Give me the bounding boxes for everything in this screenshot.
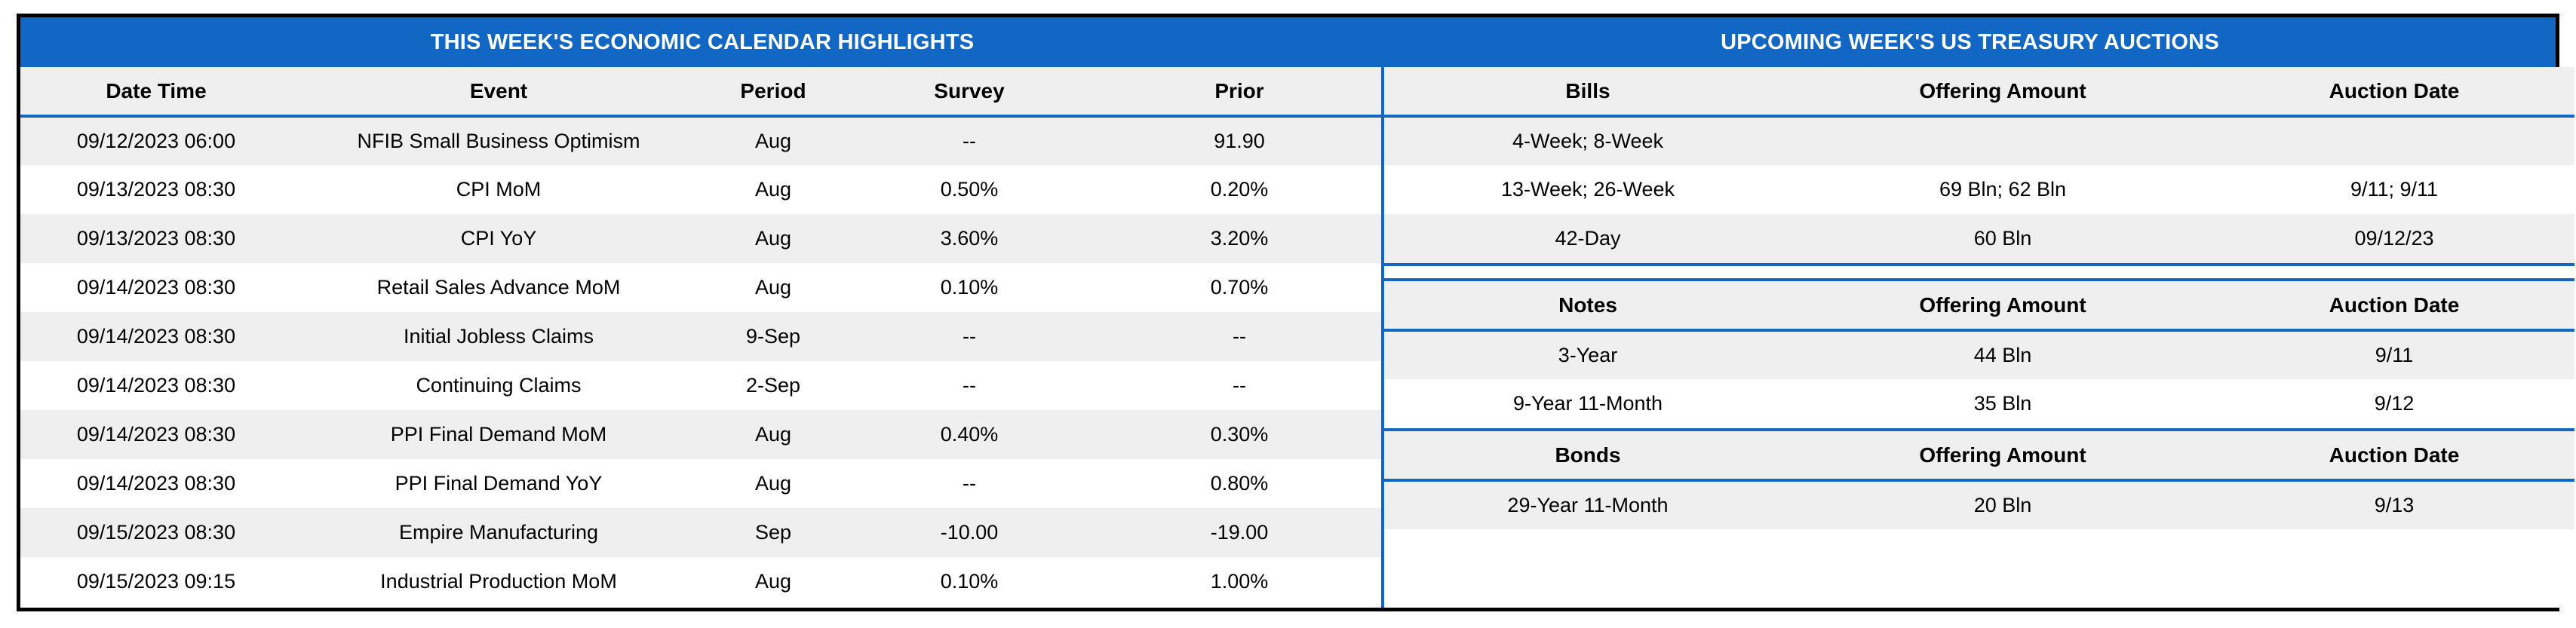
cell-event: CPI MoM (292, 165, 705, 214)
cell-date-time: 09/14/2023 08:30 (20, 410, 292, 459)
table-row (20, 165, 1381, 214)
cell-prior: -19.00 (1098, 508, 1381, 557)
cell-period: Aug (705, 214, 841, 263)
cell-prior: 91.90 (1098, 116, 1381, 165)
cell-date-time: 09/15/2023 09:15 (20, 557, 292, 606)
cell-prior: -- (1098, 312, 1381, 361)
bonds-block (1384, 431, 2574, 529)
cell-date-time: 09/14/2023 08:30 (20, 361, 292, 410)
cell-survey: -- (841, 312, 1098, 361)
cell-event: Continuing Claims (292, 361, 705, 410)
notes-table (1384, 281, 2574, 428)
column-header-date-time: Date Time (20, 67, 292, 116)
cell-event: PPI Final Demand YoY (292, 459, 705, 508)
bills-table (1384, 67, 2574, 263)
cell-period: 2-Sep (705, 361, 841, 410)
calendar-filler (20, 606, 1381, 608)
cell-prior: 0.20% (1098, 165, 1381, 214)
cell-date-time: 09/15/2023 08:30 (20, 508, 292, 557)
cell-period: Aug (705, 116, 841, 165)
table-row (20, 508, 1381, 557)
cell-offering-amount: 35 Bln (1792, 379, 2214, 428)
table-row (20, 459, 1381, 508)
cell-event: PPI Final Demand MoM (292, 410, 705, 459)
cell-prior: 0.70% (1098, 263, 1381, 312)
report-frame (17, 14, 2559, 611)
column-header-offering-amount: Offering Amount (1792, 431, 2214, 480)
table-row (20, 116, 1381, 165)
cell-event: Empire Manufacturing (292, 508, 705, 557)
cell-date-time: 09/14/2023 08:30 (20, 312, 292, 361)
cell-survey: 0.10% (841, 557, 1098, 606)
cell-period: Aug (705, 410, 841, 459)
cell-prior: -- (1098, 361, 1381, 410)
auctions-filler (1384, 529, 2574, 608)
table-row (1384, 379, 2574, 428)
cell-date-time: 09/13/2023 08:30 (20, 214, 292, 263)
cell-event: NFIB Small Business Optimism (292, 116, 705, 165)
column-header-prior: Prior (1098, 67, 1381, 116)
treasury-auctions-pane (1384, 67, 2574, 608)
table-header-row (1384, 431, 2574, 480)
cell-security: 9-Year 11-Month (1384, 379, 1792, 428)
cell-auction-date (2214, 116, 2574, 165)
column-header-offering-amount: Offering Amount (1792, 67, 2214, 116)
cell-event: CPI YoY (292, 214, 705, 263)
table-row (20, 361, 1381, 410)
cell-event: Initial Jobless Claims (292, 312, 705, 361)
table-row (1384, 116, 2574, 165)
column-header-survey: Survey (841, 67, 1098, 116)
bills-block (1384, 67, 2574, 266)
table-row (20, 410, 1381, 459)
cell-security: 4-Week; 8-Week (1384, 116, 1792, 165)
cell-offering-amount: 20 Bln (1792, 480, 2214, 529)
table-row (1384, 480, 2574, 529)
cell-survey: -10.00 (841, 508, 1098, 557)
cell-period: 9-Sep (705, 312, 841, 361)
cell-period: Aug (705, 459, 841, 508)
table-row (20, 557, 1381, 606)
cell-auction-date: 9/12 (2214, 379, 2574, 428)
bonds-table (1384, 431, 2574, 529)
economic-calendar-pane (20, 67, 1384, 608)
column-header-auction-date: Auction Date (2214, 281, 2574, 330)
cell-survey: -- (841, 361, 1098, 410)
table-row (1384, 330, 2574, 379)
cell-date-time: 09/13/2023 08:30 (20, 165, 292, 214)
cell-survey: -- (841, 459, 1098, 508)
cell-security: 13-Week; 26-Week (1384, 165, 1792, 214)
column-header-bills: Bills (1384, 67, 1792, 116)
table-row (1384, 214, 2574, 263)
cell-survey: 0.10% (841, 263, 1098, 312)
report-body (20, 67, 2556, 608)
column-header-auction-date: Auction Date (2214, 67, 2574, 116)
cell-security: 3-Year (1384, 330, 1792, 379)
column-header-event: Event (292, 67, 705, 116)
block-spacer (1384, 266, 2574, 278)
cell-survey: 0.40% (841, 410, 1098, 459)
cell-event: Retail Sales Advance MoM (292, 263, 705, 312)
cell-auction-date: 9/13 (2214, 480, 2574, 529)
cell-event: Industrial Production MoM (292, 557, 705, 606)
cell-survey: -- (841, 116, 1098, 165)
table-row (20, 214, 1381, 263)
notes-block (1384, 278, 2574, 431)
table-header-row (20, 67, 1381, 116)
column-header-notes: Notes (1384, 281, 1792, 330)
cell-date-time: 09/14/2023 08:30 (20, 459, 292, 508)
column-header-offering-amount: Offering Amount (1792, 281, 2214, 330)
cell-date-time: 09/12/2023 06:00 (20, 116, 292, 165)
cell-date-time: 09/14/2023 08:30 (20, 263, 292, 312)
cell-auction-date: 9/11 (2214, 330, 2574, 379)
table-header-row (1384, 67, 2574, 116)
column-header-bonds: Bonds (1384, 431, 1792, 480)
cell-offering-amount (1792, 116, 2214, 165)
treasury-auctions-title: UPCOMING WEEK'S US TREASURY AUCTIONS (1721, 29, 2219, 54)
economic-calendar-table (20, 67, 1381, 606)
cell-period: Aug (705, 165, 841, 214)
cell-prior: 1.00% (1098, 557, 1381, 606)
cell-prior: 3.20% (1098, 214, 1381, 263)
cell-auction-date: 9/11; 9/11 (2214, 165, 2574, 214)
column-header-period: Period (705, 67, 841, 116)
cell-offering-amount: 69 Bln; 62 Bln (1792, 165, 2214, 214)
cell-survey: 0.50% (841, 165, 1098, 214)
cell-auction-date: 09/12/23 (2214, 214, 2574, 263)
cell-offering-amount: 60 Bln (1792, 214, 2214, 263)
column-header-auction-date: Auction Date (2214, 431, 2574, 480)
table-header-row (1384, 281, 2574, 330)
cell-security: 42-Day (1384, 214, 1792, 263)
title-bar (20, 17, 2556, 67)
cell-period: Aug (705, 557, 841, 606)
cell-period: Aug (705, 263, 841, 312)
table-row (1384, 165, 2574, 214)
cell-period: Sep (705, 508, 841, 557)
table-row (20, 263, 1381, 312)
cell-prior: 0.80% (1098, 459, 1381, 508)
cell-offering-amount: 44 Bln (1792, 330, 2214, 379)
cell-security: 29-Year 11-Month (1384, 480, 1792, 529)
table-row (20, 312, 1381, 361)
cell-prior: 0.30% (1098, 410, 1381, 459)
economic-calendar-title: THIS WEEK'S ECONOMIC CALENDAR HIGHLIGHTS (430, 29, 975, 54)
cell-survey: 3.60% (841, 214, 1098, 263)
